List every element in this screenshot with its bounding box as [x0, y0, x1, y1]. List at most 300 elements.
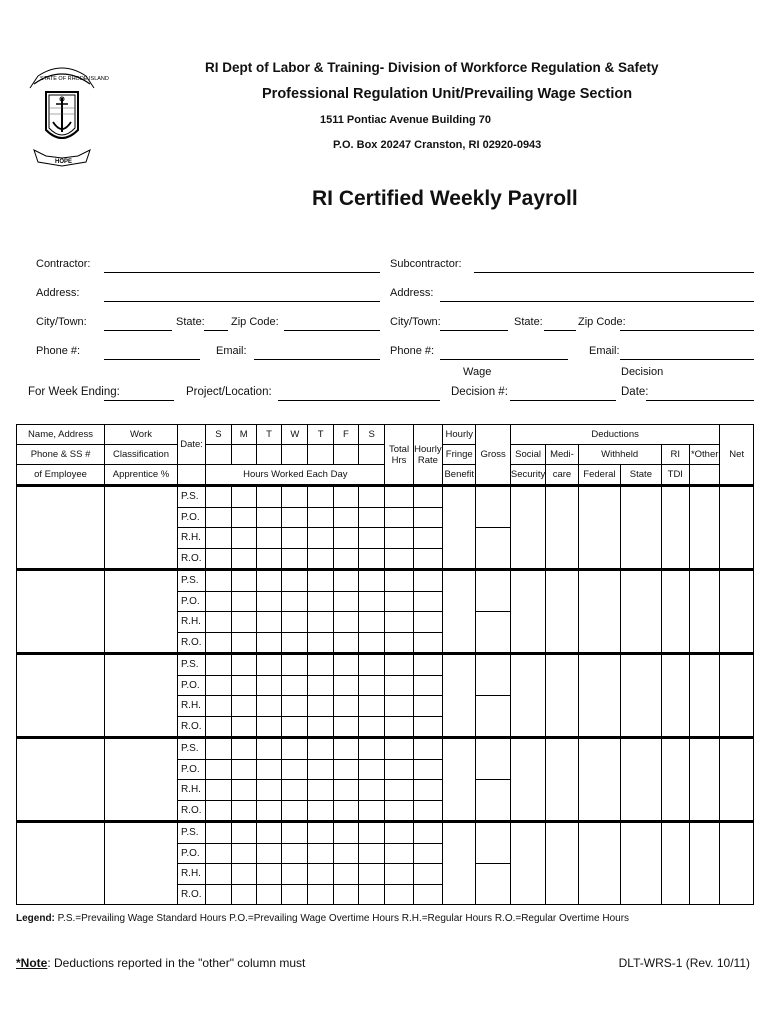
fringe-header-2: Fringe [443, 445, 476, 465]
deduction-cell[interactable] [621, 486, 661, 570]
hours-cell[interactable] [282, 591, 308, 612]
hours-cell[interactable] [359, 486, 385, 508]
hours-cell[interactable] [206, 632, 231, 654]
hours-cell[interactable] [206, 738, 231, 760]
total-hrs-cell[interactable] [385, 780, 413, 801]
hours-cell[interactable] [308, 843, 333, 864]
hours-cell[interactable] [308, 675, 333, 696]
hourly-rate-cell[interactable] [413, 486, 442, 508]
deduction-cell[interactable] [546, 486, 578, 570]
hours-cell[interactable] [308, 884, 333, 905]
seal-text-bottom: HOPE [55, 159, 73, 165]
phone-left-label: Phone #: [36, 345, 81, 357]
day-fri: F [333, 425, 358, 445]
deduction-cell[interactable] [661, 822, 689, 905]
hourly-rate-header: Hourly Rate [413, 425, 442, 486]
subcontractor-label: Subcontractor: [390, 258, 462, 270]
deduction-cell[interactable] [621, 570, 661, 654]
gross-cell[interactable] [476, 822, 510, 864]
hours-cell[interactable] [231, 486, 256, 508]
hours-cell[interactable] [256, 632, 281, 654]
hours-cell[interactable] [256, 884, 281, 905]
hours-cell[interactable] [231, 822, 256, 844]
gross-cell[interactable] [476, 780, 510, 822]
hours-cell[interactable] [359, 738, 385, 760]
fringe-cell[interactable] [443, 738, 476, 822]
total-hrs-cell[interactable] [385, 822, 413, 844]
gross-cell[interactable] [476, 654, 510, 696]
hours-cell[interactable] [206, 528, 231, 549]
hours-cell[interactable] [333, 654, 358, 676]
name-header-3: of Employee [17, 465, 105, 486]
phone-right-field[interactable] [440, 359, 568, 360]
hours-cell[interactable] [359, 884, 385, 905]
hours-cell[interactable] [256, 548, 281, 570]
hours-cell[interactable] [231, 696, 256, 717]
week-ending-field[interactable] [104, 400, 174, 401]
hours-cell[interactable] [231, 654, 256, 676]
hours-cell[interactable] [282, 486, 308, 508]
hourly-rate-cell[interactable] [413, 716, 442, 738]
hourly-rate-cell[interactable] [413, 738, 442, 760]
hours-cell[interactable] [206, 716, 231, 738]
project-field[interactable] [278, 400, 440, 401]
hours-cell[interactable] [359, 591, 385, 612]
wage-decision-field[interactable] [510, 400, 616, 401]
deduction-cell[interactable] [510, 486, 545, 570]
gross-cell[interactable] [476, 612, 510, 654]
total-hrs-header: Total Hrs [385, 425, 413, 486]
deduction-cell[interactable] [578, 654, 621, 738]
hourly-rate-cell[interactable] [413, 800, 442, 822]
deduction-cell[interactable] [720, 654, 754, 738]
deduction-cell[interactable] [510, 822, 545, 905]
hours-cell[interactable] [359, 843, 385, 864]
city-right-label: City/Town: [390, 316, 441, 328]
hours-cell[interactable] [308, 696, 333, 717]
row-label-cell: P.S. [177, 486, 205, 508]
zip-left-field[interactable] [284, 330, 380, 331]
total-hrs-cell[interactable] [385, 675, 413, 696]
hours-cell[interactable] [333, 822, 358, 844]
legend-label: Legend: [16, 913, 55, 924]
hours-cell[interactable] [231, 570, 256, 592]
total-hrs-cell[interactable] [385, 738, 413, 760]
hourly-rate-cell[interactable] [413, 591, 442, 612]
hours-cell[interactable] [333, 675, 358, 696]
deduction-cell[interactable] [546, 738, 578, 822]
total-hrs-cell[interactable] [385, 696, 413, 717]
po-box-line: P.O. Box 20247 Cranston, RI 02920-0943 [333, 139, 542, 151]
classification-cell[interactable] [105, 570, 178, 654]
hours-cell[interactable] [256, 843, 281, 864]
hourly-rate-cell[interactable] [413, 507, 442, 528]
hours-cell[interactable] [231, 884, 256, 905]
deduction-cell[interactable] [546, 570, 578, 654]
hours-cell[interactable] [282, 654, 308, 676]
address-right-label: Address: [390, 287, 434, 299]
gross-cell[interactable] [476, 486, 510, 528]
deduction-cell[interactable] [510, 738, 545, 822]
hours-cell[interactable] [256, 675, 281, 696]
hours-cell[interactable] [256, 570, 281, 592]
hours-cell[interactable] [231, 716, 256, 738]
hours-cell[interactable] [333, 486, 358, 508]
note-text: : Deductions reported in the "other" column must [47, 956, 306, 970]
phone-left-field[interactable] [104, 359, 200, 360]
hourly-rate-cell[interactable] [413, 864, 442, 885]
deduction-cell[interactable] [720, 570, 754, 654]
hours-cell[interactable] [206, 843, 231, 864]
hours-cell[interactable] [308, 507, 333, 528]
hours-cell[interactable] [308, 632, 333, 654]
deduction-cell[interactable] [720, 738, 754, 822]
hours-cell[interactable] [206, 800, 231, 822]
hourly-rate-cell[interactable] [413, 632, 442, 654]
hours-cell[interactable] [206, 570, 231, 592]
fringe-cell[interactable] [443, 654, 476, 738]
hours-cell[interactable] [231, 738, 256, 760]
total-hrs-cell[interactable] [385, 548, 413, 570]
deductions-header: Deductions [510, 425, 720, 445]
hours-cell[interactable] [282, 884, 308, 905]
deduction-cell[interactable] [578, 822, 621, 905]
hours-cell[interactable] [256, 654, 281, 676]
hourly-rate-cell[interactable] [413, 528, 442, 549]
gross-cell[interactable] [476, 738, 510, 780]
deduction-cell[interactable] [661, 570, 689, 654]
gross-cell[interactable] [476, 570, 510, 612]
hourly-rate-cell[interactable] [413, 822, 442, 844]
employee-name-cell[interactable] [17, 654, 105, 738]
social-header-1: Social [510, 445, 545, 465]
employee-name-cell[interactable] [17, 738, 105, 822]
hourly-rate-cell[interactable] [413, 884, 442, 905]
total-hrs-cell[interactable] [385, 528, 413, 549]
hours-cell[interactable] [231, 591, 256, 612]
deduction-cell[interactable] [689, 822, 719, 905]
hours-cell[interactable] [231, 612, 256, 633]
hours-cell[interactable] [308, 570, 333, 592]
hours-cell[interactable] [359, 716, 385, 738]
hours-cell[interactable] [206, 675, 231, 696]
hours-cell[interactable] [231, 864, 256, 885]
project-label: Project/Location: [186, 386, 272, 398]
deduction-cell[interactable] [621, 822, 661, 905]
hours-cell[interactable] [333, 716, 358, 738]
hours-cell[interactable] [308, 738, 333, 760]
total-hrs-cell[interactable] [385, 507, 413, 528]
deduction-cell[interactable] [689, 738, 719, 822]
hours-cell[interactable] [231, 632, 256, 654]
fringe-header-1: Hourly [443, 425, 476, 445]
deduction-cell[interactable] [689, 654, 719, 738]
hours-cell[interactable] [206, 884, 231, 905]
net-header: Net [720, 425, 754, 486]
hours-cell[interactable] [256, 864, 281, 885]
hours-cell[interactable] [256, 528, 281, 549]
total-hrs-cell[interactable] [385, 612, 413, 633]
hours-cell[interactable] [256, 716, 281, 738]
hours-cell[interactable] [359, 528, 385, 549]
zip-right-field[interactable] [620, 330, 754, 331]
hours-cell[interactable] [333, 528, 358, 549]
hours-cell[interactable] [359, 632, 385, 654]
decision-date-field[interactable] [646, 400, 754, 401]
deduction-cell[interactable] [510, 570, 545, 654]
hours-cell[interactable] [333, 864, 358, 885]
hours-cell[interactable] [206, 822, 231, 844]
deduction-cell[interactable] [621, 654, 661, 738]
classification-cell[interactable] [105, 654, 178, 738]
hours-cell[interactable] [231, 507, 256, 528]
hours-cell[interactable] [231, 528, 256, 549]
hours-cell[interactable] [359, 675, 385, 696]
hours-cell[interactable] [308, 759, 333, 780]
state-left-label: State: [176, 316, 205, 328]
state-right-field[interactable] [544, 330, 576, 331]
hours-cell[interactable] [282, 738, 308, 760]
hours-cell[interactable] [333, 759, 358, 780]
classification-cell[interactable] [105, 738, 178, 822]
hours-cell[interactable] [282, 759, 308, 780]
hours-cell[interactable] [231, 759, 256, 780]
deduction-cell[interactable] [720, 486, 754, 570]
email-right-label: Email: [589, 345, 620, 357]
hours-cell[interactable] [206, 780, 231, 801]
hours-cell[interactable] [359, 570, 385, 592]
total-hrs-cell[interactable] [385, 486, 413, 508]
hourly-rate-cell[interactable] [413, 612, 442, 633]
hours-cell[interactable] [333, 696, 358, 717]
hours-cell[interactable] [256, 759, 281, 780]
total-hrs-cell[interactable] [385, 591, 413, 612]
hours-cell[interactable] [359, 696, 385, 717]
contractor-field[interactable] [104, 272, 380, 273]
hours-cell[interactable] [308, 548, 333, 570]
hours-cell[interactable] [256, 612, 281, 633]
hours-cell[interactable] [308, 716, 333, 738]
address-left-label: Address: [36, 287, 80, 299]
hours-cell[interactable] [308, 591, 333, 612]
hours-cell[interactable] [282, 864, 308, 885]
hours-cell[interactable] [359, 507, 385, 528]
note [16, 956, 305, 970]
hourly-rate-cell[interactable] [413, 759, 442, 780]
hours-cell[interactable] [282, 548, 308, 570]
name-header-2: Phone & SS # [17, 445, 105, 465]
employee-name-cell[interactable] [17, 570, 105, 654]
city-right-field[interactable] [440, 330, 508, 331]
hours-cell[interactable] [206, 591, 231, 612]
table-row [17, 486, 754, 508]
email-right-field[interactable] [620, 359, 754, 360]
zip-right-label: Zip Code: [578, 316, 626, 328]
city-left-field[interactable] [104, 330, 172, 331]
hours-cell[interactable] [282, 716, 308, 738]
gross-header: Gross [476, 425, 510, 486]
hours-cell[interactable] [359, 864, 385, 885]
gross-cell[interactable] [476, 528, 510, 570]
row-label-cell: R.O. [177, 884, 205, 905]
row-label-cell: R.O. [177, 548, 205, 570]
legend [16, 913, 629, 924]
hours-cell[interactable] [231, 675, 256, 696]
hours-cell[interactable] [333, 738, 358, 760]
deduction-cell[interactable] [621, 738, 661, 822]
hours-cell[interactable] [308, 780, 333, 801]
hours-cell[interactable] [282, 800, 308, 822]
work-header-1: Work [105, 425, 178, 445]
hours-cell[interactable] [333, 843, 358, 864]
classification-cell[interactable] [105, 822, 178, 905]
deduction-cell[interactable] [578, 738, 621, 822]
hours-cell[interactable] [231, 548, 256, 570]
hourly-rate-cell[interactable] [413, 843, 442, 864]
hourly-rate-cell[interactable] [413, 548, 442, 570]
hours-cell[interactable] [282, 612, 308, 633]
deduction-cell[interactable] [510, 654, 545, 738]
hours-cell[interactable] [256, 780, 281, 801]
employee-name-cell[interactable] [17, 486, 105, 570]
hours-cell[interactable] [359, 780, 385, 801]
deduction-cell[interactable] [578, 486, 621, 570]
hours-cell[interactable] [282, 675, 308, 696]
hours-cell[interactable] [359, 800, 385, 822]
hours-cell[interactable] [333, 612, 358, 633]
hours-cell[interactable] [282, 822, 308, 844]
hours-cell[interactable] [206, 654, 231, 676]
hours-cell[interactable] [333, 632, 358, 654]
hours-cell[interactable] [231, 800, 256, 822]
hours-cell[interactable] [333, 591, 358, 612]
hours-cell[interactable] [231, 843, 256, 864]
hours-cell[interactable] [359, 822, 385, 844]
subcontractor-field[interactable] [474, 272, 754, 273]
total-hrs-cell[interactable] [385, 632, 413, 654]
hourly-rate-cell[interactable] [413, 570, 442, 592]
hours-cell[interactable] [282, 632, 308, 654]
hours-cell[interactable] [333, 884, 358, 905]
hours-cell[interactable] [282, 696, 308, 717]
hours-cell[interactable] [256, 486, 281, 508]
hourly-rate-cell[interactable] [413, 780, 442, 801]
hours-cell[interactable] [206, 696, 231, 717]
agency-name: RI Dept of Labor & Training- Division of Workforce Regulation & Safety [205, 60, 659, 75]
deduction-cell[interactable] [689, 486, 719, 570]
total-hrs-cell[interactable] [385, 570, 413, 592]
day-tue: T [256, 425, 281, 445]
row-label-cell: P.O. [177, 759, 205, 780]
hours-cell[interactable] [282, 528, 308, 549]
hours-cell[interactable] [206, 507, 231, 528]
email-left-field[interactable] [254, 359, 380, 360]
row-label-cell: P.S. [177, 570, 205, 592]
deduction-cell[interactable] [578, 570, 621, 654]
total-hrs-cell[interactable] [385, 864, 413, 885]
deduction-cell[interactable] [546, 822, 578, 905]
hours-cell[interactable] [333, 800, 358, 822]
hours-cell[interactable] [206, 612, 231, 633]
hours-cell[interactable] [256, 800, 281, 822]
hours-cell[interactable] [282, 843, 308, 864]
hours-cell[interactable] [308, 800, 333, 822]
deduction-cell[interactable] [661, 486, 689, 570]
classification-cell[interactable] [105, 486, 178, 570]
hours-cell[interactable] [333, 548, 358, 570]
gross-cell[interactable] [476, 696, 510, 738]
hours-cell[interactable] [308, 822, 333, 844]
hourly-rate-cell[interactable] [413, 654, 442, 676]
fringe-cell[interactable] [443, 822, 476, 905]
deduction-cell[interactable] [546, 654, 578, 738]
hours-cell[interactable] [206, 486, 231, 508]
hours-cell[interactable] [333, 780, 358, 801]
hours-cell[interactable] [359, 548, 385, 570]
hourly-rate-cell[interactable] [413, 675, 442, 696]
total-hrs-cell[interactable] [385, 654, 413, 676]
hours-cell[interactable] [206, 759, 231, 780]
hours-cell[interactable] [282, 780, 308, 801]
hours-cell[interactable] [308, 654, 333, 676]
hours-cell[interactable] [256, 507, 281, 528]
hours-cell[interactable] [333, 570, 358, 592]
hours-cell[interactable] [206, 864, 231, 885]
withheld-header: Withheld [578, 445, 661, 465]
total-hrs-cell[interactable] [385, 800, 413, 822]
phone-right-label: Phone #: [390, 345, 435, 357]
hours-cell[interactable] [308, 864, 333, 885]
hours-cell[interactable] [333, 507, 358, 528]
hours-cell[interactable] [282, 507, 308, 528]
hours-cell[interactable] [308, 486, 333, 508]
hours-cell[interactable] [256, 591, 281, 612]
hours-cell[interactable] [359, 654, 385, 676]
deduction-cell[interactable] [661, 654, 689, 738]
fringe-cell[interactable] [443, 570, 476, 654]
work-header-3: Apprentice % [105, 465, 178, 486]
deduction-cell[interactable] [720, 822, 754, 905]
hours-cell[interactable] [256, 738, 281, 760]
hours-cell[interactable] [256, 822, 281, 844]
hours-cell[interactable] [308, 612, 333, 633]
total-hrs-cell[interactable] [385, 716, 413, 738]
hours-cell[interactable] [206, 548, 231, 570]
employee-name-cell[interactable] [17, 822, 105, 905]
deduction-cell[interactable] [689, 570, 719, 654]
address-right-field[interactable] [440, 301, 754, 302]
total-hrs-cell[interactable] [385, 759, 413, 780]
address-left-field[interactable] [104, 301, 380, 302]
hours-cell[interactable] [359, 612, 385, 633]
name-header-1: Name, Address [17, 425, 105, 445]
total-hrs-cell[interactable] [385, 843, 413, 864]
fringe-cell[interactable] [443, 486, 476, 570]
hours-cell[interactable] [308, 528, 333, 549]
gross-cell[interactable] [476, 864, 510, 905]
total-hrs-cell[interactable] [385, 884, 413, 905]
row-label-cell: R.H. [177, 612, 205, 633]
deduction-cell[interactable] [661, 738, 689, 822]
hours-cell[interactable] [231, 780, 256, 801]
hours-cell[interactable] [282, 570, 308, 592]
hours-cell[interactable] [256, 696, 281, 717]
state-seal-icon [26, 58, 109, 176]
hourly-rate-cell[interactable] [413, 696, 442, 717]
hours-cell[interactable] [359, 759, 385, 780]
state-left-field[interactable] [204, 330, 228, 331]
row-label-cell: P.O. [177, 507, 205, 528]
